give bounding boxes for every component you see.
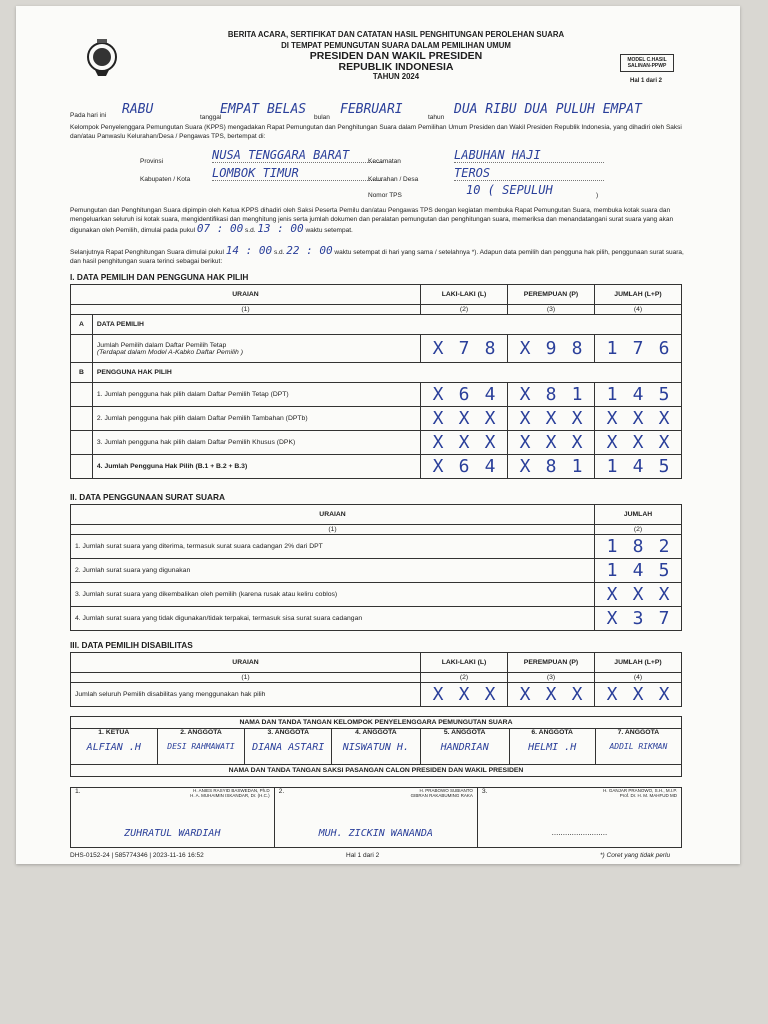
digit: X — [606, 584, 618, 605]
digit: X — [484, 408, 496, 429]
digit: 7 — [458, 338, 470, 359]
digit: 5 — [658, 384, 670, 405]
digit: X — [519, 408, 531, 429]
end-time-1: 13 : 00 — [257, 222, 304, 235]
col-uraian: URAIAN — [71, 505, 595, 525]
table-row — [71, 583, 682, 607]
kpps-member-3 — [245, 729, 332, 765]
member-name: ALFIAN .H — [86, 742, 141, 753]
kpps-member-5 — [420, 729, 509, 765]
section-3-title: III. DATA PEMILIH DISABILITAS — [70, 640, 193, 650]
digit: X — [432, 408, 444, 429]
model-line-1: MODEL C.HASIL — [627, 57, 667, 63]
saksi-num: 1. — [75, 788, 81, 795]
digit: X — [571, 432, 583, 453]
digit: X — [632, 408, 644, 429]
row-label: 2. Jumlah pengguna hak pilih dalam Daftar Pemilih Tambahan (DPTb) — [92, 407, 420, 431]
member-role: 6. ANGGOTA — [531, 729, 573, 736]
section-b-label: B — [71, 363, 93, 383]
dpt-label: Jumlah Pemilih dalam Daftar Pemilih Tetap — [96, 341, 227, 349]
member-name: HANDRIAN — [440, 742, 489, 753]
tahun-value: DUA RIBU DUA PULUH EMPAT — [454, 102, 642, 117]
counting-paragraph — [70, 246, 684, 266]
member-role: 4. ANGGOTA — [355, 729, 397, 736]
saksi-col-3 — [477, 788, 681, 848]
candidate-2: GIBRAN RAKABUMING RAKA — [410, 793, 473, 798]
section-a-row — [71, 335, 682, 363]
dpt-jml-cells — [599, 338, 677, 359]
digit: 3 — [632, 608, 644, 629]
digit: X — [658, 584, 670, 605]
document-page — [16, 6, 740, 864]
digit: X — [519, 684, 531, 705]
digit: 4 — [632, 560, 644, 581]
digit: X — [458, 684, 470, 705]
col-perempuan: PEREMPUAN (P) — [507, 285, 594, 305]
digit: X — [432, 384, 444, 405]
kecamatan-value: LABUHAN HAJI — [454, 148, 604, 163]
col-laki-laki: LAKI-LAKI (L) — [421, 653, 508, 673]
kpps-member-4 — [331, 729, 420, 765]
digit: X — [432, 338, 444, 359]
num-2: (2) — [421, 673, 508, 683]
kpps-member-1 — [71, 729, 158, 765]
kecamatan-label: Kecamatan — [368, 158, 401, 165]
digit: X — [519, 338, 531, 359]
row-label: 3. Jumlah surat suara yang dikembalikan oleh pemilih (karena rusak atau keliru coblos) — [71, 583, 595, 607]
member-role: 7. ANGGOTA — [617, 729, 660, 736]
section-a-title: DATA PEMILIH — [92, 315, 681, 335]
dpt-sublabel: (Terdapat dalam Model A-Kabko Daftar Pemilih ) — [96, 348, 243, 356]
digit: X — [432, 684, 444, 705]
digit: X — [545, 684, 557, 705]
saksi-col-1 — [71, 788, 275, 848]
kabupaten-label: Kabupaten / Kota — [140, 176, 191, 183]
counting-prefix: Selanjutnya Rapat Penghitungan Suara dimulai pukul — [70, 249, 224, 256]
digit: 4 — [484, 384, 496, 405]
section-b-title-row — [71, 363, 682, 383]
row-label: 4. Jumlah surat suara yang tidak digunakan/tidak terpakai, termasuk sisa surat suara cadangan — [71, 607, 595, 631]
hari-value: RABU — [122, 102, 154, 117]
digit: X — [571, 408, 583, 429]
member-role: 2. ANGGOTA — [180, 729, 222, 736]
digit: 8 — [545, 384, 557, 405]
digit: 1 — [606, 536, 618, 557]
col-jumlah: JUMLAH (L+P) — [595, 653, 682, 673]
digit: X — [606, 408, 618, 429]
col-laki-laki: LAKI-LAKI (L) — [420, 285, 507, 305]
row-label: 1. Jumlah surat suara yang diterima, termasuk surat suara cadangan 2% dari DPT — [71, 535, 595, 559]
section-2-table — [70, 504, 682, 631]
kelurahan-label: Kelurahan / Desa — [368, 176, 419, 183]
tanggal-value: EMPAT BELAS — [220, 102, 307, 117]
digit: X — [484, 684, 496, 705]
footer-code: DHS-0152-24 | 585774346 | 2023-11-16 16:52 — [70, 852, 204, 859]
col-uraian: URAIAN — [71, 285, 421, 305]
table-row — [71, 559, 682, 583]
digit: X — [632, 432, 644, 453]
digit: X — [519, 456, 531, 477]
footer-page: Hal 1 dari 2 — [346, 852, 380, 859]
counting-suffix: waktu setempat di hari yang sama / setelahnya *). Adapun data pemilih dan pengguna hak pilih, penggunaan surat suara, dan hasil penghitungan suara terinci sebagai berikut: — [70, 249, 684, 265]
digit: 8 — [545, 456, 557, 477]
row-label: 4. Jumlah Pengguna Hak Pilih (B.1 + B.2 + B.3) — [92, 455, 420, 479]
digit: X — [606, 608, 618, 629]
section-a-title-row — [71, 315, 682, 335]
page-indicator: Hal 1 dari 2 — [630, 78, 663, 84]
kelurahan-value: TEROS — [454, 166, 604, 181]
count-end-time: 22 : 00 — [286, 244, 333, 257]
section-1-table — [70, 284, 682, 479]
digit: 6 — [458, 456, 470, 477]
model-line-2: SALINAN-PPWP — [627, 63, 667, 69]
digit: 5 — [658, 560, 670, 581]
member-name: DIANA ASTARI — [252, 742, 325, 753]
digit: 4 — [632, 384, 644, 405]
row-label: 1. Jumlah pengguna hak pilih dalam Daftar Pemilih Tetap (DPT) — [92, 383, 420, 407]
digit: 1 — [571, 456, 583, 477]
kpps-member-7 — [595, 729, 681, 765]
digit: X — [658, 684, 670, 705]
row-label: 3. Jumlah pengguna hak pilih dalam Daftar Pemilih Khusus (DPK) — [92, 431, 420, 455]
table-row — [71, 383, 682, 407]
table-row — [71, 431, 682, 455]
digit: 1 — [571, 384, 583, 405]
title-line-5: TAHUN 2024 — [372, 72, 420, 81]
kpu-logo-icon — [83, 36, 121, 80]
num-2: (2) — [420, 305, 507, 315]
tps-close: ) — [596, 192, 599, 199]
candidate-1: H. PRABOWO SUBIANTO — [419, 788, 473, 793]
col-jumlah: JUMLAH (L+P) — [594, 285, 681, 305]
document-title — [166, 30, 626, 83]
section-b-title: PENGGUNA HAK PILIH — [92, 363, 681, 383]
procedure-text: Pemungutan dan Penghitungan Suara dipimpin oleh Ketua KPPS dihadiri oleh Saksi Peserta Pemilu dan/atau Pengawas TPS dengan kegiatan membuka Rapat Pemungutan Suara, membuka kotak suara dan mengeluarkan seluruh isi kotak suara, mengidentifikasi dan menghitung jenis serta jumlah dokumen dan peralatan pemungutan dan penghitungan suara, memeriksa dan menandatangani surat suara yang akan digunakan oleh Pemilih, dimulai pada pukul — [70, 207, 674, 234]
digit: 5 — [658, 456, 670, 477]
tahun-label: tahun — [428, 114, 445, 121]
saksi-num: 2. — [278, 788, 285, 795]
intro-paragraph: Kelompok Penyelenggara Pemungutan Suara (KPPS) mengadakan Rapat Pemungutan dan Penghitungan Suara dalam Pemilihan Umum Presiden dan Wakil Presiden Republik Indonesia, yang dihadiri oleh Saksi dan/atau Panwaslu Kelurahan/Desa / Pengawas TPS, bertempat di: — [70, 124, 682, 140]
count-start-time: 14 : 00 — [225, 244, 273, 257]
section-1-number-row — [71, 305, 682, 315]
digit: 1 — [606, 384, 618, 405]
num-4: (4) — [594, 305, 681, 315]
saksi-num: 3. — [481, 788, 488, 795]
saksi-signature-table — [70, 787, 682, 848]
table-row — [71, 407, 682, 431]
table-row — [71, 607, 682, 631]
digit: 6 — [658, 338, 670, 359]
saksi-name: MUH. ZICKIN WANANDA — [318, 828, 433, 839]
col-uraian: URAIAN — [71, 653, 421, 673]
pada-hari-ini-label: Pada hari ini — [70, 112, 107, 119]
kpps-member-6 — [509, 729, 595, 765]
procedure-paragraph — [70, 206, 684, 235]
digit: X — [432, 432, 444, 453]
candidate-1: H. GANJAR PRANOWO, S.H., M.I.P. — [603, 788, 677, 793]
col-perempuan: PEREMPUAN (P) — [508, 653, 595, 673]
kpps-member-2 — [157, 729, 245, 765]
digit: X — [458, 432, 470, 453]
dpt-l-cells — [425, 338, 503, 359]
member-role: 3. ANGGOTA — [267, 729, 309, 736]
num-4: (4) — [595, 673, 682, 683]
num-3: (3) — [508, 673, 595, 683]
digit: 7 — [632, 338, 644, 359]
candidate-2: H. A. MUHAIMIN ISKANDAR, Dr. (H.C.) — [190, 793, 270, 798]
kpps-signature-table — [70, 716, 682, 777]
digit: X — [432, 456, 444, 477]
digit: 8 — [632, 536, 644, 557]
start-time: 07 : 00 — [196, 222, 244, 235]
member-name: HELMI .H — [528, 742, 577, 753]
digit: 2 — [658, 536, 670, 557]
footer-note: *) Coret yang tidak perlu — [600, 852, 671, 859]
digit: X — [606, 432, 618, 453]
member-role: 1. KETUA — [98, 729, 130, 736]
num-1: (1) — [71, 673, 421, 683]
bulan-label: bulan — [314, 114, 330, 121]
digit: X — [632, 684, 644, 705]
num-1: (1) — [71, 525, 595, 535]
section-2-title: II. DATA PENGGUNAAN SURAT SUARA — [70, 492, 226, 502]
num-3: (3) — [507, 305, 594, 315]
waktu-setempat: waktu setempat. — [305, 227, 353, 234]
bulan-value: FEBRUARI — [340, 102, 403, 117]
col-jumlah: JUMLAH — [595, 505, 682, 525]
digit: X — [519, 384, 531, 405]
digit: 4 — [632, 456, 644, 477]
candidate-1: H. ANIES RASYID BASWEDAN, Ph.D — [193, 788, 270, 793]
digit: X — [484, 432, 496, 453]
digit: X — [632, 584, 644, 605]
digit: X — [571, 684, 583, 705]
sd-2: s.d. — [273, 249, 285, 256]
title-line-3: PRESIDEN DAN WAKIL PRESIDEN — [309, 50, 483, 62]
tps-label: Nomor TPS — [368, 192, 402, 199]
digit: 9 — [545, 338, 557, 359]
section-1-header-row — [71, 285, 682, 305]
section-a-label: A — [71, 315, 93, 335]
provinsi-value: NUSA TENGGARA BARAT — [212, 148, 382, 163]
digit: X — [606, 684, 618, 705]
num-1: (1) — [71, 305, 421, 315]
kabupaten-value: LOMBOK TIMUR — [212, 166, 382, 181]
table-row — [71, 455, 682, 479]
saksi-col-2 — [274, 788, 477, 848]
tanggal-label: tanggal — [200, 114, 222, 121]
section-1-title: I. DATA PEMILIH DAN PENGGUNA HAK PILIH — [70, 272, 249, 282]
digit: 1 — [606, 456, 618, 477]
title-line-1: BERITA ACARA, SERTIFIKAT DAN CATATAN HASIL PENGHITUNGAN PEROLEHAN SUARA — [227, 30, 565, 39]
member-role: 5. ANGGOTA — [443, 729, 486, 736]
row-label: 2. Jumlah surat suara yang digunakan — [71, 559, 595, 583]
table-row — [71, 535, 682, 559]
digit: X — [658, 408, 670, 429]
model-box — [620, 54, 674, 72]
section-a-row-label — [92, 335, 420, 363]
saksi-name: ......................... — [551, 828, 608, 837]
sd-1: s.d. — [245, 227, 256, 234]
digit: X — [458, 408, 470, 429]
title-line-4: REPUBLIK INDONESIA — [338, 60, 454, 73]
digit: 8 — [484, 338, 496, 359]
provinsi-label: Provinsi — [140, 158, 164, 165]
saksi-name: ZUHRATUL WARDIAH — [124, 828, 221, 839]
dpt-p-cells — [512, 338, 590, 359]
digit: X — [545, 432, 557, 453]
digit: X — [545, 408, 557, 429]
digit: 6 — [458, 384, 470, 405]
num-2: (2) — [595, 525, 682, 535]
digit: X — [658, 432, 670, 453]
table-row — [71, 683, 682, 707]
digit: X — [519, 432, 531, 453]
digit: 7 — [658, 608, 670, 629]
saksi-title: NAMA DAN TANDA TANGAN SAKSI PASANGAN CALON PRESIDEN DAN WAKIL PRESIDEN — [71, 765, 682, 777]
member-name: NISWATUN H. — [342, 742, 409, 753]
digit: 8 — [571, 338, 583, 359]
digit: 1 — [606, 338, 618, 359]
section-3-table — [70, 652, 682, 707]
title-line-2: DI TEMPAT PEMUNGUTAN SUARA DALAM PEMILIHAN UMUM — [281, 40, 511, 50]
row-label: Jumlah seluruh Pemilih disabilitas yang menggunakan hak pilih — [71, 683, 421, 707]
member-name: DESI RAHMAWATI — [167, 742, 235, 751]
tps-value: 10 ( SEPULUH — [466, 183, 553, 197]
digit: 4 — [484, 456, 496, 477]
kpps-title: NAMA DAN TANDA TANGAN KELOMPOK PENYELENGGARA PEMUNGUTAN SUARA — [71, 717, 682, 729]
candidate-2: Prof. Dr. H. M. MAHFUD MD — [619, 793, 677, 798]
digit: 1 — [606, 560, 618, 581]
member-name: ADDIL RIKMAN — [609, 742, 668, 751]
